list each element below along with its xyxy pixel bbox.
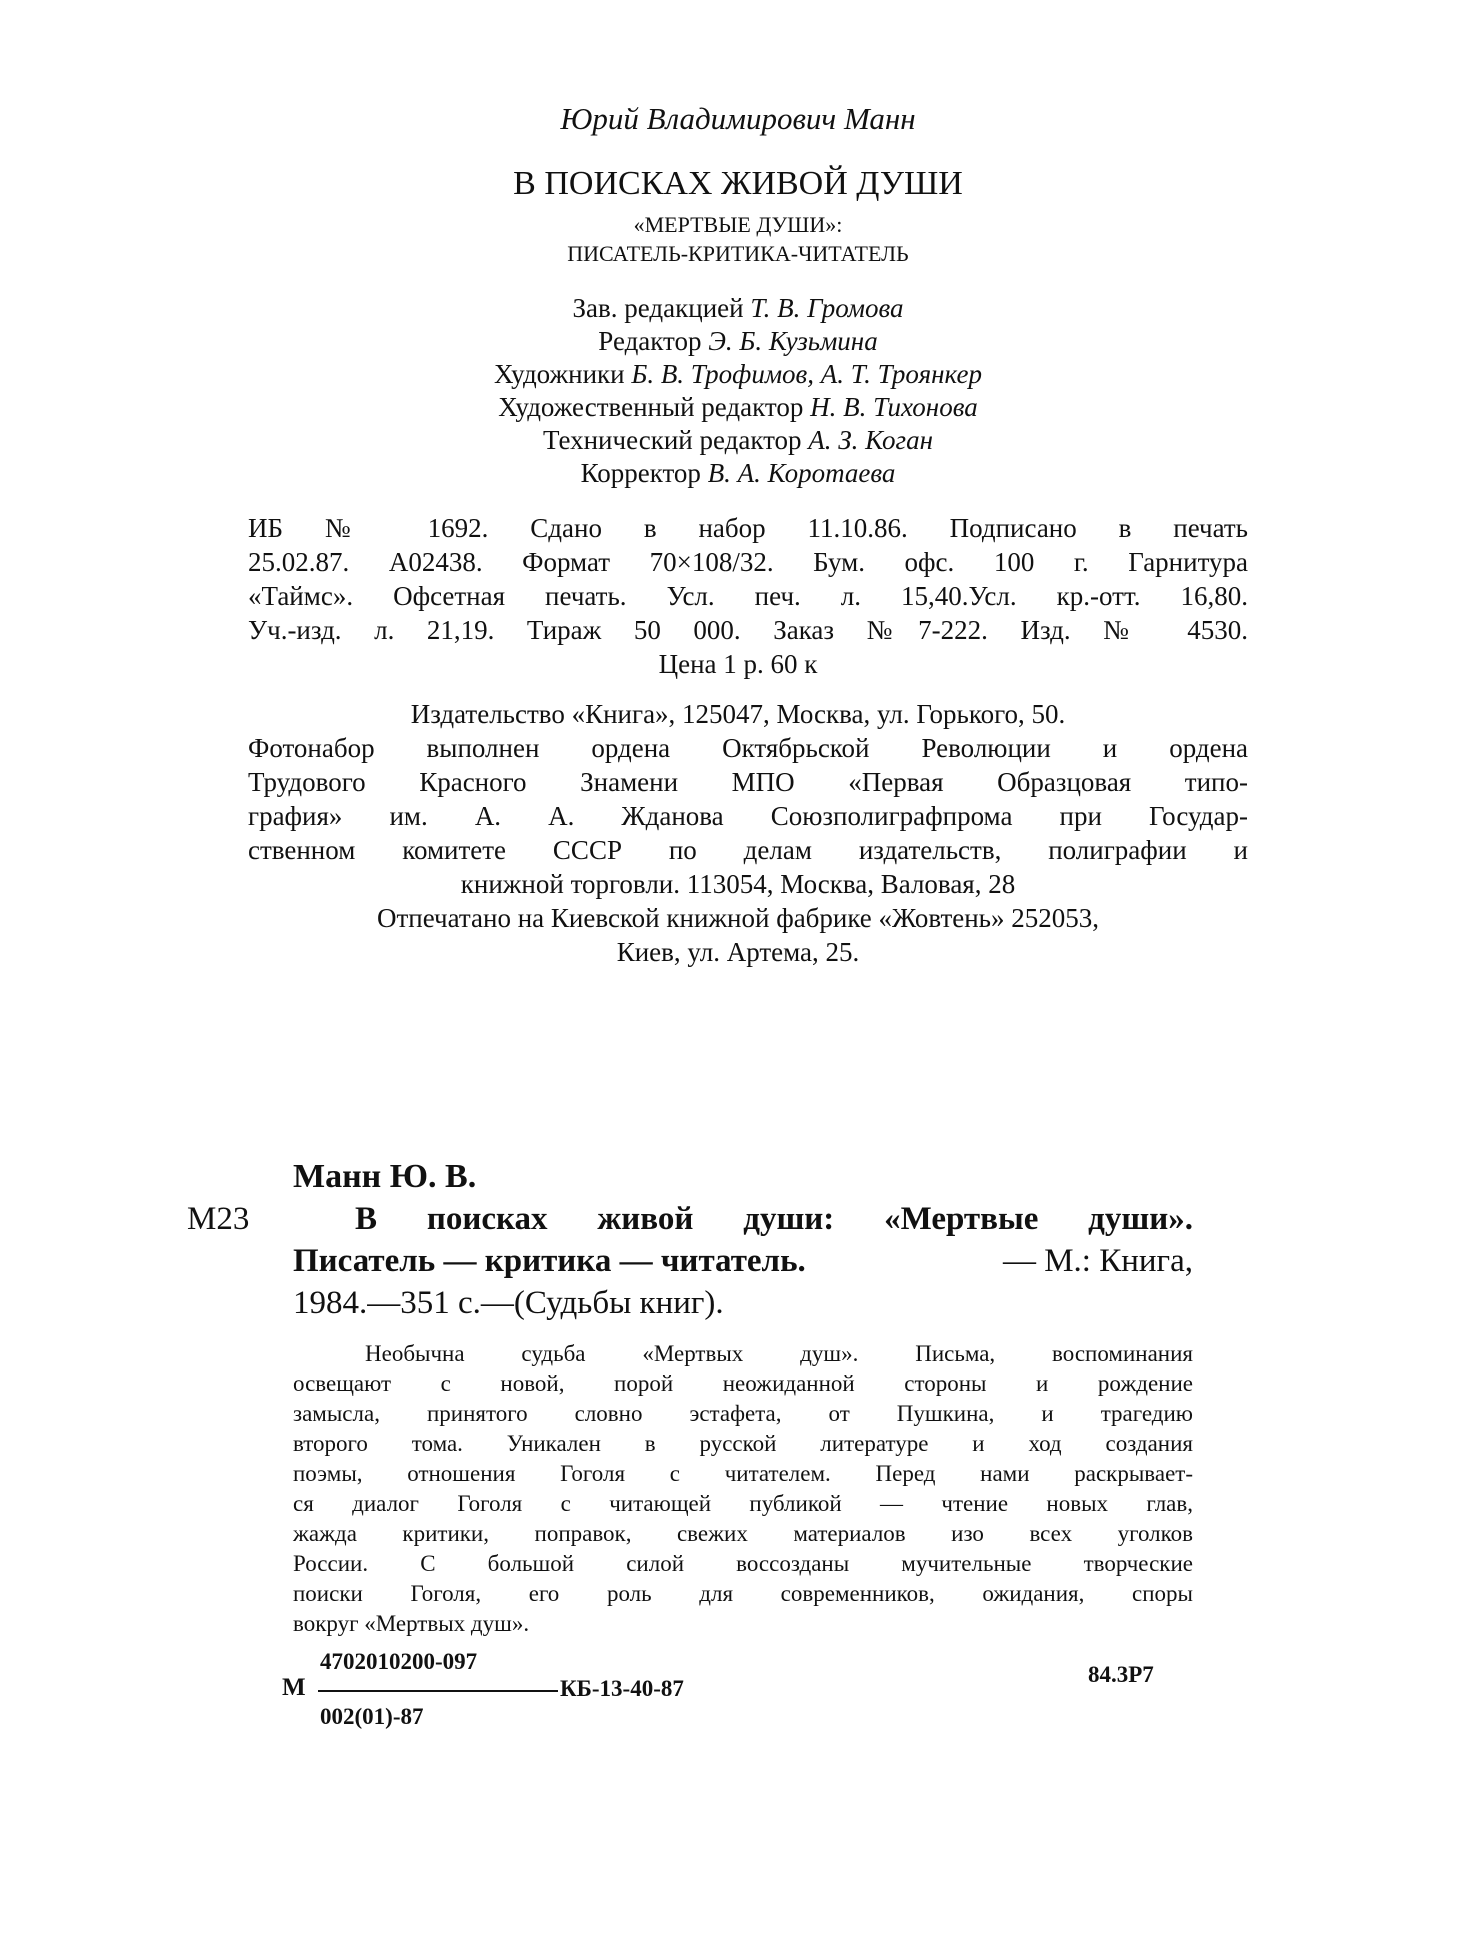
staff-line	[0, 328, 1476, 355]
annotation-line: России. С большой силой воссозданы мучительные творческие	[293, 1551, 1193, 1576]
fraction-line	[318, 1690, 558, 1692]
index-letter: М	[282, 1674, 306, 1701]
catalog-title-line: 1984.—351 с.—(Судьбы книг).	[293, 1285, 724, 1321]
annotation-line: ся диалог Гоголя с читающей публикой — чтение новых глав,	[293, 1491, 1193, 1516]
annotation-line: замысла, принятого словно эстафета, от Пушкина, и трагедию	[293, 1401, 1193, 1426]
staff-line	[0, 427, 1476, 454]
print-info-line: ИБ № 1692. Сдано в набор 11.10.86. Подписано в печать	[248, 513, 1248, 543]
publisher-line: ственном комитете СССР по делам издательств, полиграфии и	[248, 835, 1248, 865]
staff-name: Н. В. Тихонова	[810, 392, 978, 422]
index-classification: 84.3Р7	[1088, 1662, 1154, 1687]
index-denominator: 002(01)-87	[320, 1704, 424, 1729]
staff-role: Корректор	[580, 458, 708, 488]
book-title: В ПОИСКАХ ЖИВОЙ ДУШИ	[513, 165, 963, 202]
print-info-line: «Таймс». Офсетная печать. Усл. печ. л. 15,40.Усл. кр.-отт. 16,80.	[248, 581, 1248, 611]
catalog-title-rest: — М.: Книга,	[1002, 1243, 1193, 1279]
staff-role: Редактор	[598, 326, 709, 356]
annotation-line: вокруг «Мертвых душ».	[293, 1611, 530, 1636]
price: Цена 1 р. 60 к	[658, 649, 818, 679]
staff-name: Э. Б. Кузьмина	[708, 326, 878, 356]
annotation-line: жажда критики, поправок, свежих материалов изо всех уголков	[293, 1521, 1193, 1546]
staff-name: В. А. Коротаева	[707, 458, 896, 488]
author-name: Юрий Владимирович Манн	[560, 101, 916, 136]
staff-line	[0, 361, 1476, 388]
staff-name: А. З. Коган	[808, 425, 933, 455]
staff-role: Зав. редакцией	[572, 293, 751, 323]
catalog-title-bold: Писатель — критика — читатель.	[293, 1243, 806, 1279]
publisher-line: книжной торговли. 113054, Москва, Валовая, 28	[460, 869, 1016, 899]
index-numerator: 4702010200-097	[320, 1649, 478, 1674]
catalog-code: М23	[187, 1201, 250, 1237]
annotation-line: освещают с новой, порой неожиданной стороны и рождение	[293, 1371, 1193, 1396]
publisher-line: Киев, ул. Артема, 25.	[616, 937, 860, 967]
staff-name: Б. В. Трофимов, А. Т. Троянкер	[631, 359, 982, 389]
catalog-title-line	[293, 1245, 1193, 1278]
publisher-line: Трудового Красного Знамени МПО «Первая Образцовая типо-	[248, 767, 1248, 797]
staff-role: Технический редактор	[543, 425, 809, 455]
staff-line	[0, 394, 1476, 421]
catalog-author-heading: Манн Ю. В.	[293, 1158, 477, 1195]
staff-role: Художники	[494, 359, 632, 389]
staff-role: Художественный редактор	[498, 392, 811, 422]
book-subtitle-2: ПИСАТЕЛЬ-КРИТИКА-ЧИТАТЕЛЬ	[567, 241, 909, 266]
book-subtitle-1: «МЕРТВЫЕ ДУШИ»:	[633, 212, 843, 237]
print-info-line: 25.02.87. А02438. Формат 70×108/32. Бум. офс. 100 г. Гарнитура	[248, 547, 1248, 577]
staff-line	[0, 460, 1476, 487]
annotation-line: Необычна судьба «Мертвых душ». Письма, воспоминания	[365, 1341, 1193, 1366]
annotation-line: поэмы, отношения Гоголя с читателем. Перед нами раскрывает-	[293, 1461, 1193, 1486]
staff-name: Т. В. Громова	[750, 293, 904, 323]
catalog-title-line: В поисках живой души: «Мертвые души».	[355, 1201, 1193, 1237]
publisher-line: Отпечатано на Киевской книжной фабрике «Жовтень» 252053,	[377, 903, 1099, 933]
publisher-line: графия» им. А. А. Жданова Союзполиграфпрома при Государ-	[248, 801, 1248, 831]
print-info-line: Уч.-изд. л. 21,19. Тираж 50 000. Заказ №7-222. Изд. № 4530.	[248, 615, 1248, 645]
index-kb: КБ-13-40-87	[560, 1676, 684, 1701]
annotation-line: второго тома. Уникален в русской литературе и ход создания	[293, 1431, 1193, 1456]
annotation-line: поиски Гоголя, его роль для современников, ожидания, споры	[293, 1581, 1193, 1606]
publisher-line: Издательство «Книга», 125047, Москва, ул. Горького, 50.	[410, 699, 1066, 729]
staff-line	[0, 295, 1476, 322]
publisher-line: Фотонабор выполнен ордена Октябрьской Революции и ордена	[248, 733, 1248, 763]
